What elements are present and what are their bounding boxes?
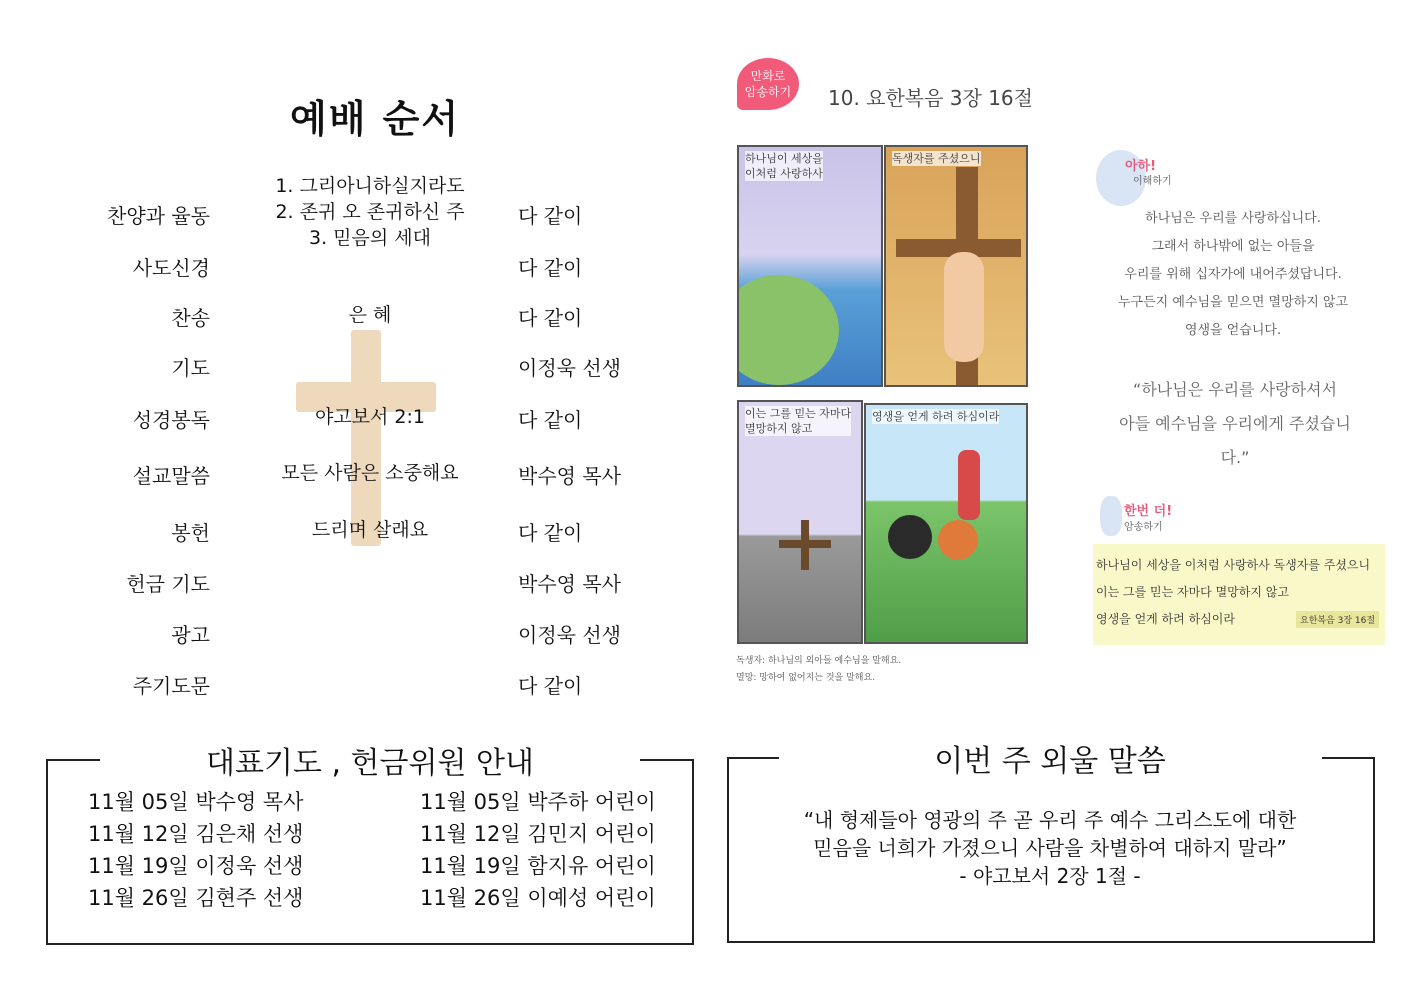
- panel-caption: 이는 그를 믿는 자마다 멸망하지 않고: [745, 407, 852, 435]
- explain-subheading: 이해하기: [1133, 176, 1172, 187]
- order-content: 모든 사람은 소중해요: [281, 462, 459, 484]
- order-row: [0, 175, 700, 249]
- order-row: [0, 302, 700, 332]
- panel-caption: 하나님이 세상을 이처럼 사랑하사: [745, 152, 823, 180]
- order-row: [0, 460, 700, 490]
- offering-item: 11월 26일 이예성 어린이: [420, 886, 656, 910]
- order-content: 야고보서 2:1: [314, 406, 426, 428]
- explain-line: 그래서 하나밖에 없는 아들을: [1151, 239, 1315, 254]
- order-content: 은 혜: [348, 304, 392, 326]
- comic-panel-1: [737, 145, 883, 387]
- order-label: 광고: [171, 623, 210, 647]
- panel-caption: 영생을 얻게 하려 하심이라: [872, 410, 1000, 423]
- verse-title: 이번 주 외울 말씀: [934, 744, 1166, 779]
- order-leader: 다 같이: [518, 408, 583, 432]
- offering-item: 11월 05일 박주하 어린이: [420, 790, 656, 814]
- memo-reference: 요한복음 3장 16절: [1296, 611, 1379, 628]
- earth-land: [737, 275, 839, 385]
- quote-line: 아들 예수님을 우리에게 주셨습니다.”: [1119, 414, 1351, 467]
- memo-heading: 한번 더!: [1124, 504, 1173, 519]
- memo-line: 하나님이 세상을 이처럼 사랑하사 독생자를 주셨으니: [1096, 558, 1371, 572]
- explain-line: 우리를 위해 십자가에 내어주셨답니다.: [1124, 267, 1342, 282]
- order-content: 1. 그리아니하실지라도 2. 존귀 오 존귀하신 주 3. 믿음의 세대: [275, 175, 465, 249]
- prayer-list: [88, 786, 303, 914]
- prayer-item: 11월 19일 이정욱 선생: [88, 854, 304, 878]
- order-label: 봉헌: [171, 521, 210, 545]
- order-row: [0, 404, 700, 434]
- explain-text: [1118, 205, 1348, 345]
- order-label: 성경봉독: [132, 408, 210, 432]
- comic-panel-2: [884, 145, 1028, 387]
- order-leader: 다 같이: [518, 674, 583, 698]
- order-leader: 다 같이: [518, 521, 583, 545]
- order-label: 기도: [171, 356, 210, 380]
- memory-verse: [730, 806, 1370, 890]
- gloss-note: 멸망: 망하여 없어지는 것을 말해요.: [736, 673, 876, 683]
- comic-panel-4: [864, 403, 1028, 644]
- comic-title: 10. 요한복음 3장 16절: [828, 86, 1033, 110]
- order-row: [0, 568, 700, 598]
- order-row: [0, 619, 700, 649]
- order-label: 헌금 기도: [126, 572, 210, 596]
- order-leader: 다 같이: [518, 256, 583, 280]
- order-row: [0, 670, 700, 700]
- order-row: [0, 252, 700, 282]
- explain-heading: 아하!: [1125, 159, 1157, 174]
- order-leader: 이정욱 선생: [518, 623, 621, 647]
- risen-jesus: [958, 450, 980, 520]
- duty-title: 대표기도 , 헌금위원 안내: [206, 746, 534, 781]
- explain-quote: [1110, 373, 1360, 475]
- order-content: 드리며 살래요: [311, 519, 429, 541]
- order-title: 예배 순서: [290, 97, 461, 141]
- child-figure: [888, 515, 932, 559]
- panel-caption: 독생자를 주셨으니: [892, 152, 981, 165]
- order-label: 찬양과 율동: [107, 204, 210, 228]
- cross-bridge-bar: [779, 540, 831, 548]
- kid-icon: [1100, 496, 1122, 536]
- comic-panel-3: [737, 400, 863, 644]
- order-leader: 박수영 목사: [518, 572, 621, 596]
- order-label: 찬송: [171, 306, 210, 330]
- order-leader: 다 같이: [518, 204, 583, 228]
- verse-reference: - 야고보서 2장 1절 -: [959, 864, 1141, 888]
- prayer-item: 11월 26일 김현주 선생: [88, 886, 304, 910]
- order-leader: 다 같이: [518, 306, 583, 330]
- memo-line: 영생을 얻게 하려 하심이라: [1096, 612, 1235, 626]
- order-label: 주기도문: [132, 674, 210, 698]
- memo-subheading: 암송하기: [1124, 522, 1163, 533]
- prayer-item: 11월 05일 박수영 목사: [88, 790, 304, 814]
- order-row: [0, 352, 700, 382]
- explain-line: 영생을 얻습니다.: [1184, 323, 1282, 338]
- order-label: 설교말씀: [132, 464, 210, 488]
- order-leader: 박수영 목사: [518, 464, 621, 488]
- explain-line: 누구든지 예수님을 믿으면 멸망하지 않고: [1118, 295, 1349, 310]
- explain-line: 하나님은 우리를 사랑하십니다.: [1145, 211, 1321, 226]
- prayer-item: 11월 12일 김은채 선생: [88, 822, 304, 846]
- offering-list: [420, 786, 656, 914]
- jesus-figure: [944, 252, 984, 362]
- verse-line-1: “내 형제들아 영광의 주 곧 우리 주 예수 그리스도에 대한: [803, 808, 1297, 832]
- comic-badge-icon: 만화로 암송하기: [737, 58, 799, 110]
- offering-item: 11월 12일 김민지 어린이: [420, 822, 656, 846]
- gloss-note: 독생자: 하나님의 외아들 예수님을 말해요.: [736, 656, 902, 666]
- quote-line: “하나님은 우리를 사랑하셔서: [1133, 380, 1337, 399]
- offering-item: 11월 19일 함지유 어린이: [420, 854, 656, 878]
- order-leader: 이정욱 선생: [518, 356, 621, 380]
- order-row: [0, 517, 700, 547]
- order-label: 사도신경: [132, 256, 210, 280]
- verse-line-2: 믿음을 너희가 가졌으니 사람을 차별하여 대하지 말라”: [813, 836, 1287, 860]
- child-figure: [938, 520, 978, 560]
- memo-line: 이는 그를 믿는 자마다 멸망하지 않고: [1096, 585, 1289, 599]
